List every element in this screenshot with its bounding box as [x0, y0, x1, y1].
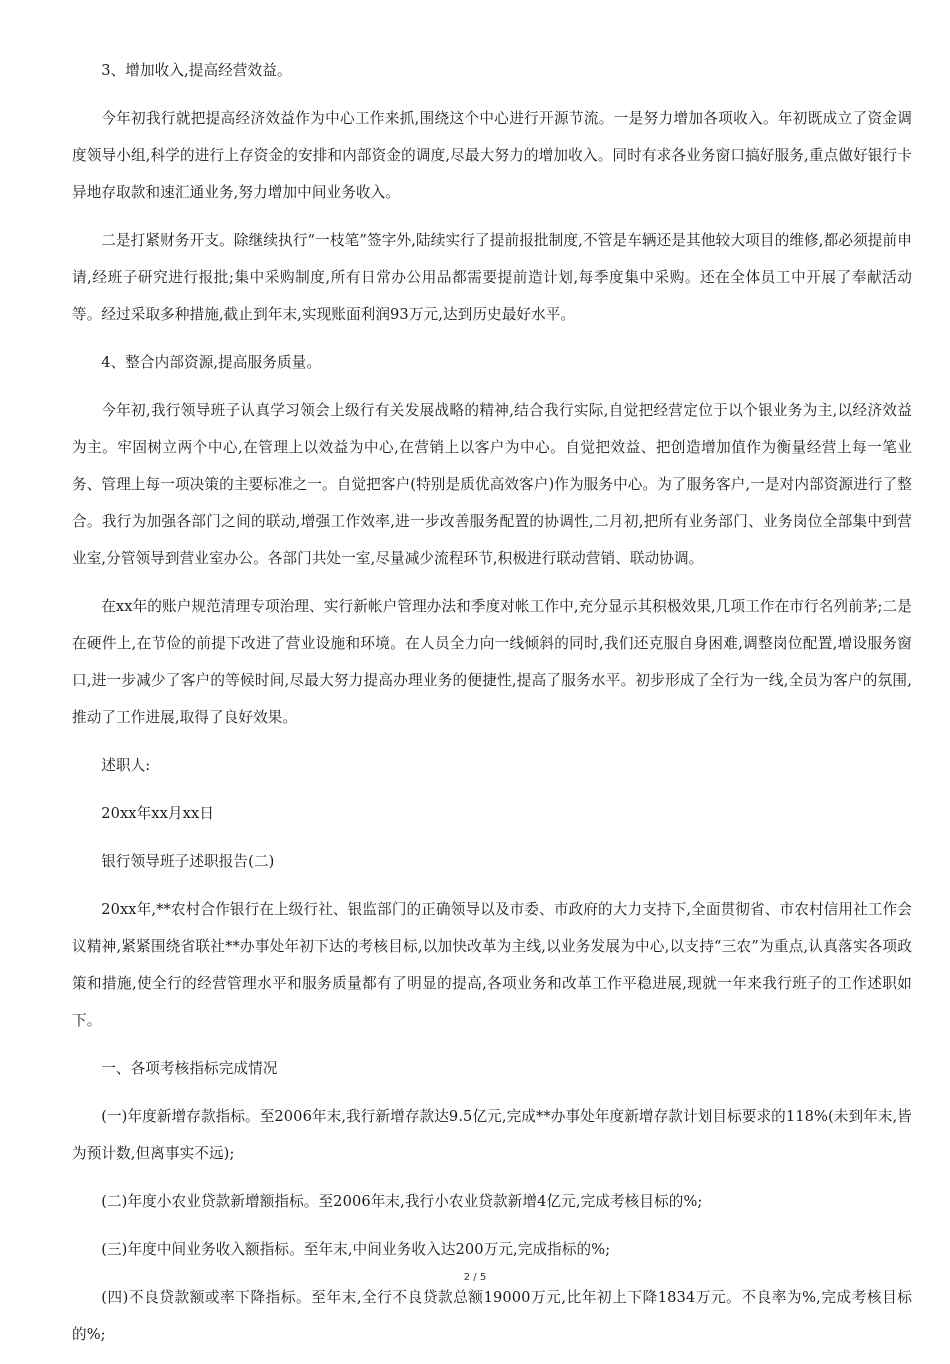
paragraph-report-intro: 20xx年,**农村合作银行在上级行社、银监部门的正确领导以及市委、市政府的大力支持下,全面贯彻省、市农村信用社工作会议精神,紧紧围绕省联社**办事处年初下达的考核目标,以加快改革为主线,以业务发展为中心,以支持“三农”为重点,认真落实各项政策和措施,使全行的经营管理水平和服务质量都有了明显的提高,各项业务和改革工作平稳进展,现就一年来我行班子的工作述职如下。	[72, 901, 912, 1029]
section-heading-increase-income: 3、增加收入,提高经营效益。	[101, 62, 292, 79]
paragraph-service-improvement: 在xx年的账户规范清理专项治理、实行新帐户管理办法和季度对帐工作中,充分显示其积极效果,几项工作在市行名列前茅;二是在硬件上,在节俭的前提下改进了营业设施和环境。在人员全力向一线倾斜的同时,我们还克服自身困难,调整岗位配置,增设服务窗口,进一步减少了客户的等候时间,尽最大努力提高办理业务的便捷性,提高了服务水平。初步形成了全行为一线,全员为客户的氛围,推动了工作进展,取得了良好效果。	[72, 598, 912, 726]
section-heading-indicators: 一、各项考核指标完成情况	[101, 1060, 278, 1077]
indicator-small-agri-loans: (二)年度小农业贷款新增额指标。至2006年末,我行小农业贷款新增4亿元,完成考核目标的%;	[101, 1193, 703, 1210]
section-heading-integrate-resources: 4、整合内部资源,提高服务质量。	[101, 354, 322, 371]
report-title-two: 银行领导班子述职报告(二)	[101, 853, 275, 870]
indicator-deposits: (一)年度新增存款指标。至2006年末,我行新增存款达9.5亿元,完成**办事处年度新增存款计划目标要求的118%(未到年末,皆为预计数,但离事实不远);	[72, 1108, 912, 1162]
reporter-label: 述职人:	[101, 757, 151, 774]
report-date: 20xx年xx月xx日	[101, 805, 215, 822]
page-number: 2 / 5	[463, 1272, 487, 1283]
indicator-nonperforming-loans: (四)不良贷款额或率下降指标。至年末,全行不良贷款总额19000万元,比年初上下降1834万元。不良率为%,完成考核目标的%;	[72, 1289, 912, 1343]
paragraph-expense-control: 二是打紧财务开支。除继续执行“一枝笔”签字外,陆续实行了提前报批制度,不管是车辆还是其他较大项目的维修,都必须提前申请,经班子研究进行报批;集中采购制度,所有日常办公用品都需要提前造计划,每季度集中采购。还在全体员工中开展了奉献活动等。经过采取多种措施,截止到年末,实现账面利润93万元,达到历史最好水平。	[72, 232, 912, 323]
indicator-intermediate-income: (三)年度中间业务收入额指标。至年末,中间业务收入达200万元,完成指标的%;	[101, 1241, 611, 1258]
document-body	[72, 52, 912, 1364]
paragraph-income-measures: 今年初我行就把提高经济效益作为中心工作来抓,围绕这个中心进行开源节流。一是努力增加各项收入。年初既成立了资金调度领导小组,科学的进行上存资金的安排和内部资金的调度,尽最大努力的增加收入。同时有求各业务窗口搞好服务,重点做好银行卡异地存取款和速汇通业务,努力增加中间业务收入。	[72, 110, 912, 201]
paragraph-resource-integration: 今年初,我行领导班子认真学习领会上级行有关发展战略的精神,结合我行实际,自觉把经营定位于以个银业务为主,以经济效益为主。牢固树立两个中心,在管理上以效益为中心,在营销上以客户为中心。自觉把效益、把创造增加值作为衡量经营上每一笔业务、管理上每一项决策的主要标准之一。自觉把客户(特别是质优高效客户)作为服务中心。为了服务客户,一是对内部资源进行了整合。我行为加强各部门之间的联动,增强工作效率,进一步改善服务配置的协调性,二月初,把所有业务部门、业务岗位全部集中到营业室,分管领导到营业室办公。各部门共处一室,尽量减少流程环节,积极进行联动营销、联动协调。	[72, 402, 912, 567]
